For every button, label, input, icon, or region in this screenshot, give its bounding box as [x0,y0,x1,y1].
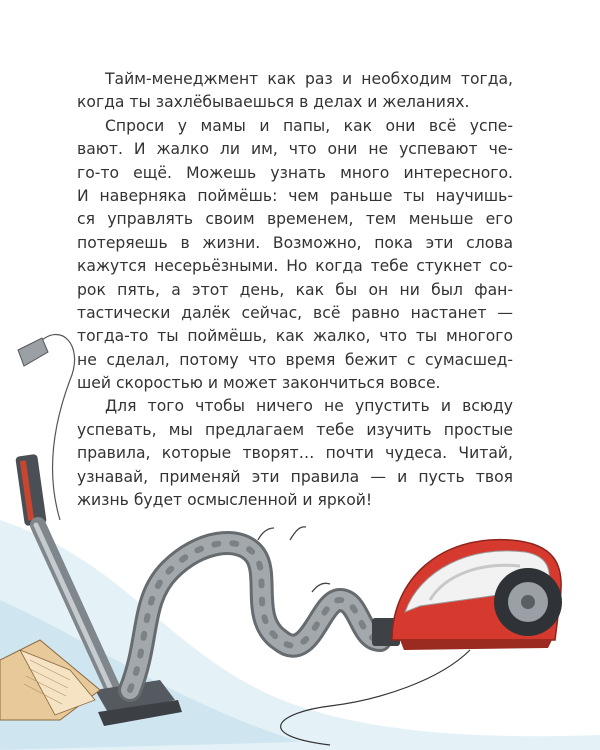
text-line: го-то ещё. Можешь узнать много интересного. [77,163,513,182]
text-line: узнавай, применяй эти правила — и пусть твоя [77,467,513,486]
text-line: Тайм-менеджмент как раз и необходим тогда, [105,70,513,88]
cord [38,335,75,520]
text-line: когда ты захлёбываешься в делах и желаниях. [77,93,470,112]
text-line: тогда-то ты поймёшь, как жалко, что ты многого [77,327,513,346]
text-line: Для того чтобы ничего не упустить и всюду [105,397,513,416]
text-line: успевать, мы предлагаем тебе изучить простые [77,420,513,439]
text-line: вают. И жалко ли им, что они не успевают че- [77,140,513,159]
vacuum-cleaner-illustration [0,320,600,750]
text-line: потеряешь в жизни. Возможно, пока эти слова [77,233,513,252]
text-line: И наверняка поймёшь: чем раньше ты научишь- [77,186,513,205]
text-line: рок пять, а этот день, как бы он ни был фан- [77,280,513,299]
text-line: кажутся несерьёзными. Но когда тебе стукнет со- [77,257,513,276]
paragraph [77,68,513,115]
text-line: ся управлять своим временем, тем меньше его [77,210,513,229]
text-line: правила, которые творят… почти чудеса. Читай, [77,444,513,463]
text-line: жизнь будет осмысленной и яркой! [77,491,373,510]
text-line: тастически далёк сейчас, всё равно настанет — [77,303,513,322]
text-line: Спроси у мамы и папы, как они всё успе- [105,116,513,135]
text-line: шей скоростью и может закончиться вовсе. [77,374,441,393]
vacuum-cleaner-icon [392,540,562,650]
text-line: не сделал, потому что время бежит с сумасшед- [77,350,513,369]
